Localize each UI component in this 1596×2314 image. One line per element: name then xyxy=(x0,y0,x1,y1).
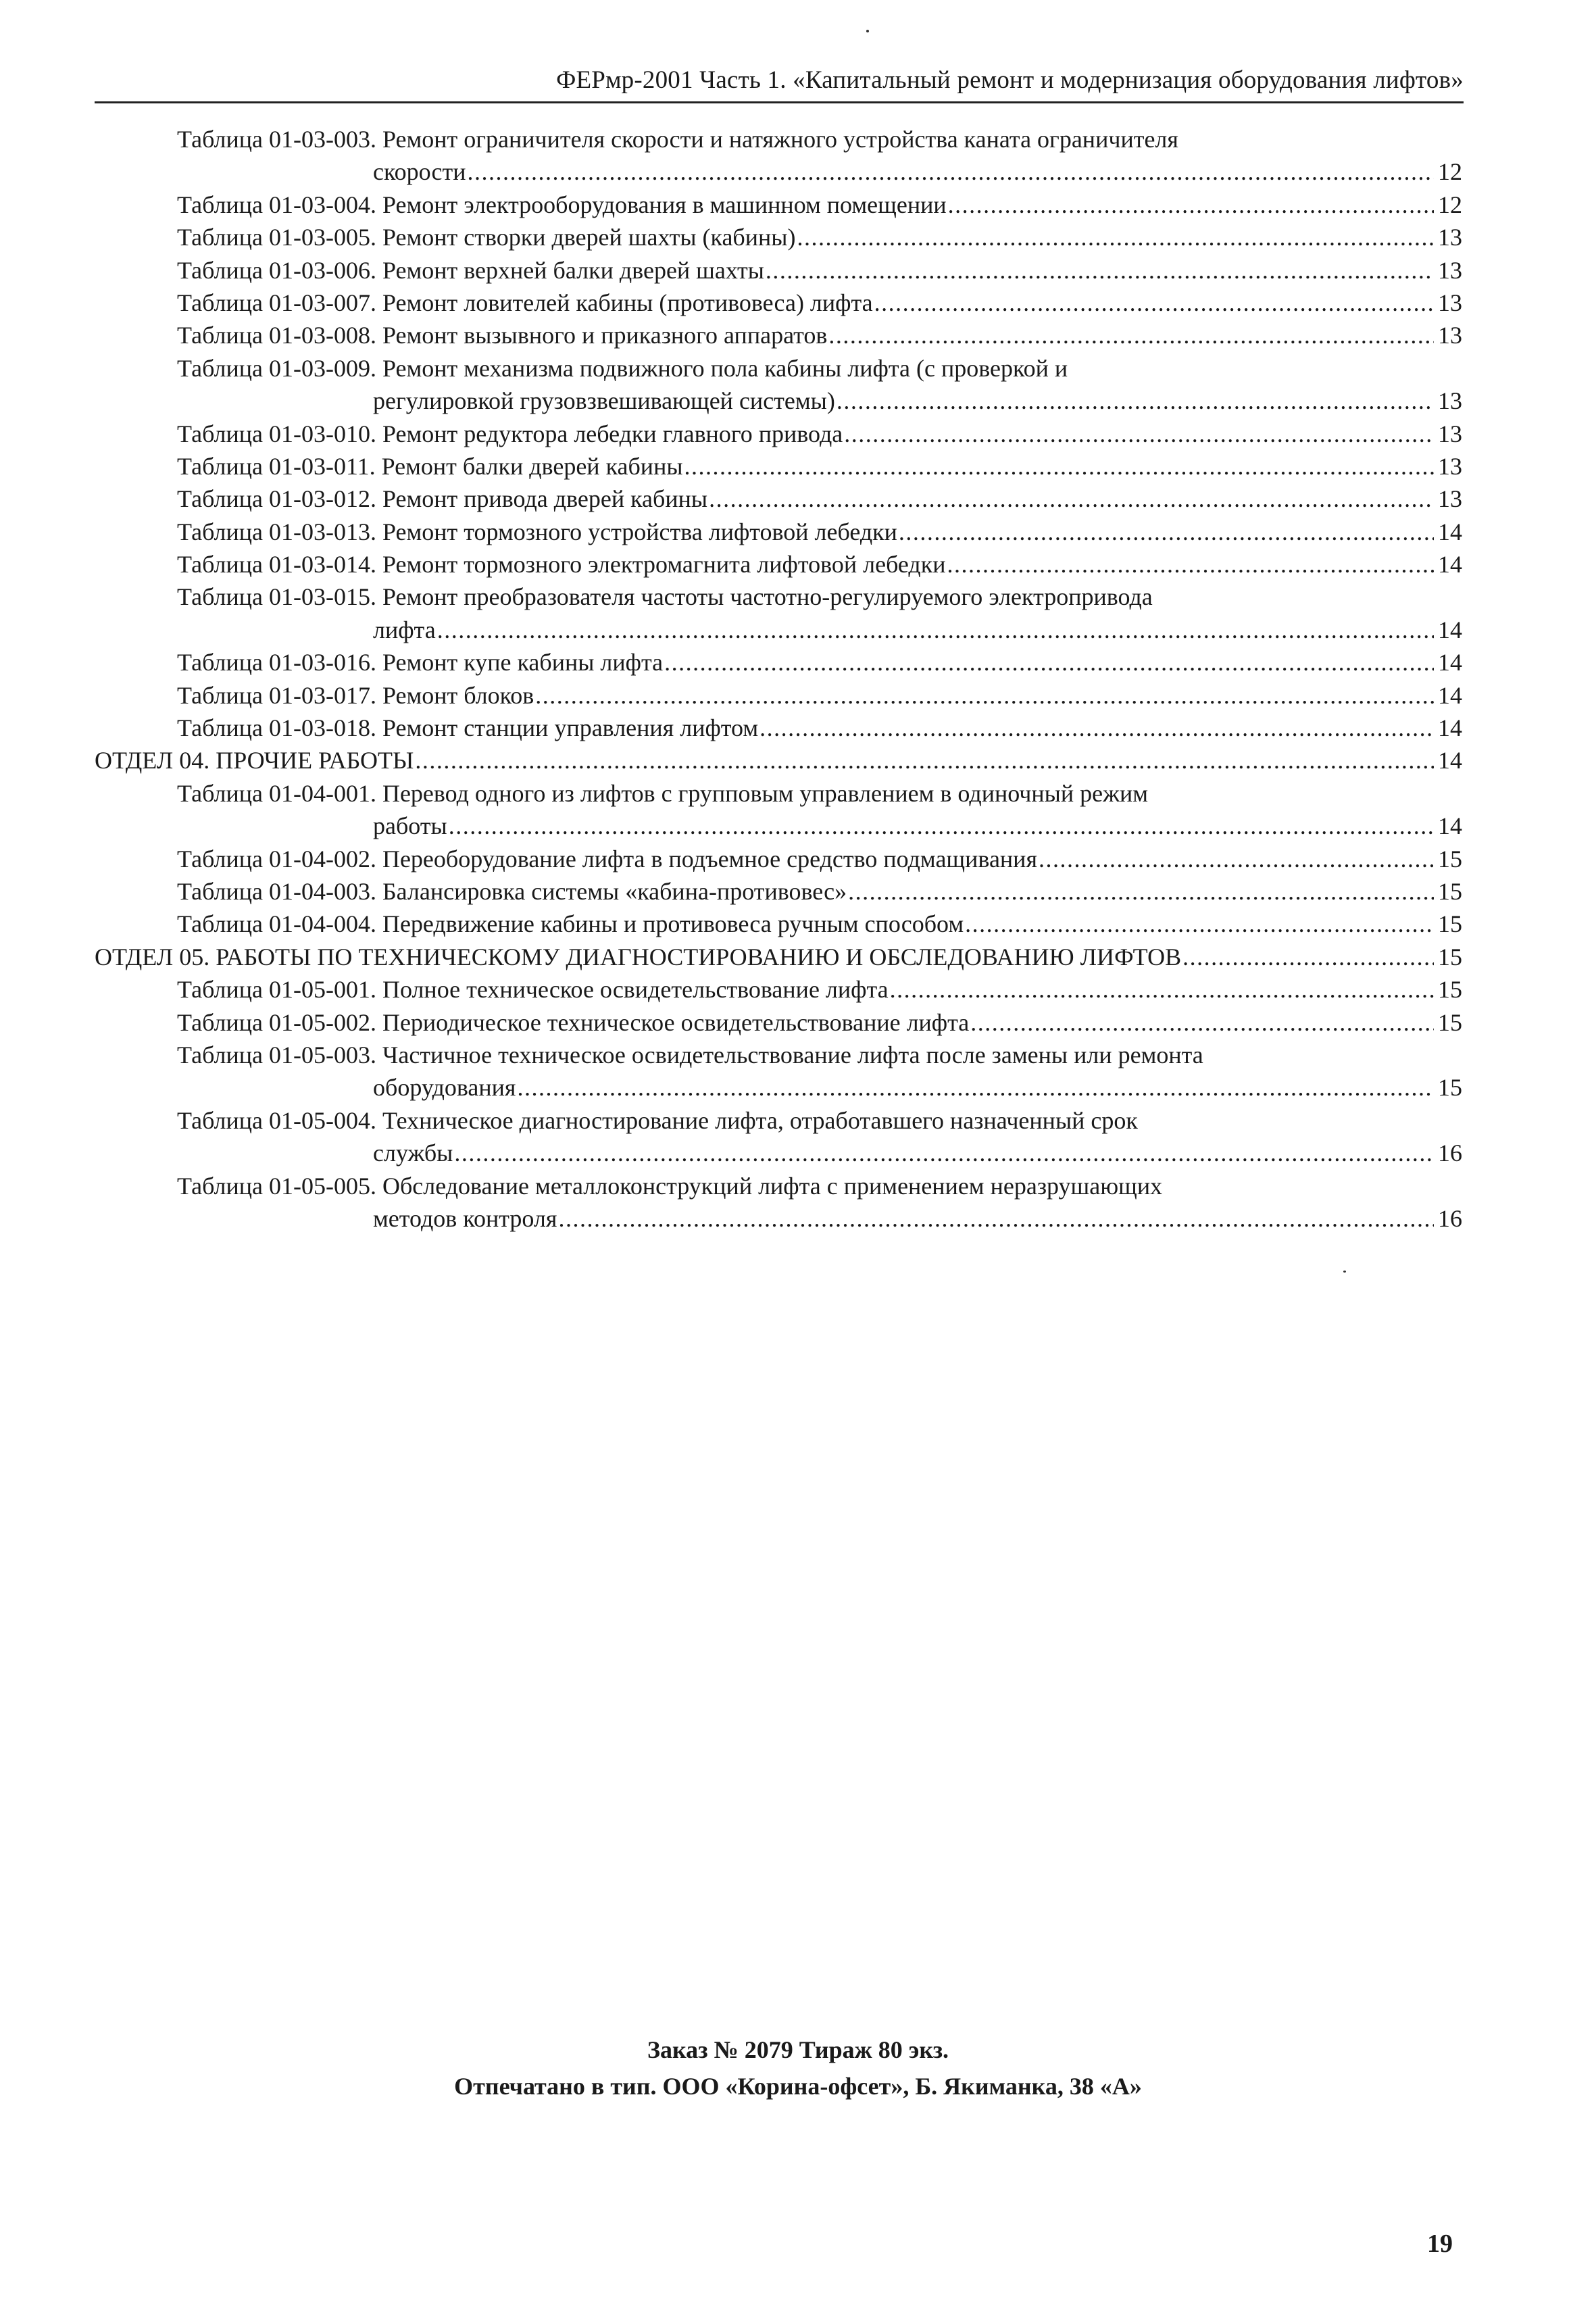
toc-table-entry xyxy=(95,581,1462,646)
dot-leader xyxy=(684,450,1434,483)
scan-speck xyxy=(866,30,869,32)
dot-leader xyxy=(797,221,1434,253)
toc-entry-title-continuation: методов контроля xyxy=(373,1204,557,1232)
page-number: 19 xyxy=(1427,2230,1453,2258)
toc-page-number: 14 xyxy=(1438,616,1462,643)
print-order-line: Заказ № 2079 Тираж 80 экз. xyxy=(647,2036,949,2063)
toc-page-number: 14 xyxy=(1438,747,1462,774)
toc-page-number: 13 xyxy=(1438,224,1462,251)
toc-table-entry xyxy=(95,450,1462,483)
toc-page-number: 15 xyxy=(1438,1008,1462,1036)
toc-page-number: 14 xyxy=(1438,812,1462,840)
toc-entry-title-line: Таблица 01-03-009. Ремонт механизма подвижного пола кабины лифта (с проверкой и xyxy=(177,354,1068,382)
dot-leader xyxy=(454,1137,1434,1169)
header-rule xyxy=(95,101,1464,103)
toc-entry-title-line: Таблица 01-03-015. Ремонт преобразователя частоты частотно-регулируемого электропривода xyxy=(177,583,1153,611)
dot-leader xyxy=(449,810,1434,842)
dot-leader xyxy=(437,614,1434,646)
toc-entry-title: ОТДЕЛ 04. ПРОЧИЕ РАБОТЫ xyxy=(95,747,414,774)
toc-page-number: 16 xyxy=(1438,1139,1462,1167)
toc-page-number: 14 xyxy=(1438,714,1462,742)
toc-entry-title: Таблица 01-04-003. Балансировка системы «кабина-противовес» xyxy=(177,877,847,905)
toc-entry-title: Таблица 01-03-005. Ремонт створки дверей шахты (кабины) xyxy=(177,224,796,251)
toc-section-entry xyxy=(95,744,1462,777)
toc-section-entry xyxy=(95,941,1462,973)
toc-page-number: 12 xyxy=(1438,158,1462,186)
dot-leader xyxy=(947,548,1435,581)
toc-table-entry xyxy=(95,516,1462,548)
toc-entry-title-continuation: лифта xyxy=(373,616,436,643)
scan-speck xyxy=(1343,1271,1346,1273)
toc-table-entry xyxy=(95,319,1462,351)
toc-entry-title-continuation: службы xyxy=(373,1139,453,1167)
dot-leader xyxy=(517,1071,1434,1104)
toc-table-entry xyxy=(95,548,1462,581)
toc-entry-title: Таблица 01-03-013. Ремонт тормозного устройства лифтовой лебедки xyxy=(177,518,897,545)
dot-leader xyxy=(890,973,1434,1006)
toc-table-entry xyxy=(95,908,1462,940)
toc-page-number: 15 xyxy=(1438,910,1462,938)
toc-page-number: 15 xyxy=(1438,943,1462,970)
toc-table-entry xyxy=(95,254,1462,287)
toc-entry-title-continuation: регулировкой грузовзвешивающей системы) xyxy=(373,387,835,415)
toc-table-entry xyxy=(95,646,1462,679)
toc-entry-title: Таблица 01-03-006. Ремонт верхней балки дверей шахты xyxy=(177,256,764,284)
toc-page-number: 13 xyxy=(1438,485,1462,513)
dot-leader xyxy=(948,189,1434,221)
toc-entry-title: Таблица 01-04-004. Передвижение кабины и противовеса ручным способом xyxy=(177,910,964,938)
table-of-contents xyxy=(95,123,1462,1235)
dot-leader xyxy=(535,679,1434,712)
toc-table-entry xyxy=(95,973,1462,1006)
toc-entry-title: Таблица 01-03-018. Ремонт станции управления лифтом xyxy=(177,714,759,742)
toc-page-number: 15 xyxy=(1438,845,1462,872)
dot-leader xyxy=(759,712,1434,744)
toc-entry-title: Таблица 01-04-002. Переоборудование лифта в подъемное средство подмащивания xyxy=(177,845,1038,872)
toc-entry-title: Таблица 01-03-008. Ремонт вызывного и приказного аппаратов xyxy=(177,322,828,349)
toc-entry-title-line: Таблица 01-05-005. Обследование металлоконструкций лифта с применением неразрушающих xyxy=(177,1172,1163,1200)
toc-page-number: 13 xyxy=(1438,420,1462,447)
dot-leader xyxy=(558,1202,1434,1235)
dot-leader xyxy=(874,287,1434,319)
toc-page-number: 14 xyxy=(1438,551,1462,578)
toc-table-entry xyxy=(95,123,1462,189)
toc-table-entry xyxy=(95,1104,1462,1170)
toc-table-entry xyxy=(95,189,1462,221)
toc-page-number: 13 xyxy=(1438,256,1462,284)
toc-entry-title-line: Таблица 01-03-003. Ремонт ограничителя скорости и натяжного устройства каната ограничителя xyxy=(177,126,1178,153)
toc-entry-title: Таблица 01-03-012. Ремонт привода дверей кабины xyxy=(177,485,708,513)
toc-table-entry xyxy=(95,777,1462,843)
toc-entry-title: Таблица 01-05-002. Периодическое техническое освидетельствование лифта xyxy=(177,1008,970,1036)
toc-table-entry xyxy=(95,352,1462,418)
toc-table-entry xyxy=(95,1170,1462,1235)
toc-page-number: 13 xyxy=(1438,289,1462,316)
toc-page-number: 14 xyxy=(1438,649,1462,676)
toc-entry-title-continuation: скорости xyxy=(373,158,466,186)
running-header: ФЕРмр-2001 Часть 1. «Капитальный ремонт и модернизация оборудования лифтов» xyxy=(556,66,1464,94)
toc-table-entry xyxy=(95,418,1462,450)
toc-table-entry xyxy=(95,679,1462,712)
dot-leader xyxy=(468,155,1434,188)
toc-entry-title: Таблица 01-03-016. Ремонт купе кабины лифта xyxy=(177,649,664,676)
toc-entry-title-continuation: работы xyxy=(373,812,447,840)
toc-entry-title: Таблица 01-03-004. Ремонт электрооборудования в машинном помещении xyxy=(177,191,947,218)
toc-entry-title-continuation: оборудования xyxy=(373,1074,516,1102)
toc-table-entry xyxy=(95,843,1462,875)
toc-entry-title: Таблица 01-03-017. Ремонт блоков xyxy=(177,681,534,709)
dot-leader xyxy=(965,908,1434,940)
dot-leader xyxy=(844,418,1434,450)
toc-table-entry xyxy=(95,1006,1462,1039)
dot-leader xyxy=(899,516,1434,548)
toc-entry-title: Таблица 01-03-011. Ремонт балки дверей кабины xyxy=(177,452,683,480)
toc-page-number: 16 xyxy=(1438,1204,1462,1232)
toc-table-entry xyxy=(95,221,1462,253)
dot-leader xyxy=(709,483,1434,515)
dot-leader xyxy=(1182,941,1434,973)
toc-page-number: 13 xyxy=(1438,452,1462,480)
toc-table-entry xyxy=(95,712,1462,744)
toc-entry-title: Таблица 01-03-014. Ремонт тормозного электромагнита лифтовой лебедки xyxy=(177,551,946,578)
toc-page-number: 15 xyxy=(1438,877,1462,905)
toc-page-number: 14 xyxy=(1438,681,1462,709)
toc-entry-title: ОТДЕЛ 05. РАБОТЫ ПО ТЕХНИЧЕСКОМУ ДИАГНОСТИРОВАНИЮ И ОБСЛЕДОВАНИЮ ЛИФТОВ xyxy=(95,943,1182,970)
toc-table-entry xyxy=(95,287,1462,319)
dot-leader xyxy=(828,319,1434,351)
toc-entry-title: Таблица 01-05-001. Полное техническое освидетельствование лифта xyxy=(177,976,889,1004)
dot-leader xyxy=(766,254,1434,287)
toc-page-number: 15 xyxy=(1438,1074,1462,1102)
toc-page-number: 13 xyxy=(1438,322,1462,349)
toc-entry-title-line: Таблица 01-04-001. Перевод одного из лифтов с групповым управлением в одиночный режим xyxy=(177,779,1149,807)
dot-leader xyxy=(1039,843,1434,875)
toc-table-entry xyxy=(95,875,1462,908)
dot-leader xyxy=(848,875,1434,908)
toc-page-number: 12 xyxy=(1438,191,1462,218)
dot-leader xyxy=(970,1006,1434,1039)
toc-table-entry xyxy=(95,483,1462,515)
printer-imprint-line: Отпечатано в тип. ООО «Корина-офсет», Б. Якиманка, 38 «А» xyxy=(454,2073,1142,2100)
toc-entry-title: Таблица 01-03-010. Ремонт редуктора лебедки главного привода xyxy=(177,420,843,447)
toc-page-number: 15 xyxy=(1438,976,1462,1004)
dot-leader xyxy=(664,646,1434,679)
toc-entry-title-line: Таблица 01-05-003. Частичное техническое освидетельствование лифта после замены или ремонта xyxy=(177,1041,1203,1068)
toc-page-number: 14 xyxy=(1438,518,1462,545)
dot-leader xyxy=(415,744,1434,777)
dot-leader xyxy=(837,385,1434,417)
toc-entry-title: Таблица 01-03-007. Ремонт ловителей кабины (противовеса) лифта xyxy=(177,289,873,316)
toc-table-entry xyxy=(95,1039,1462,1104)
toc-page-number: 13 xyxy=(1438,387,1462,415)
toc-entry-title-line: Таблица 01-05-004. Техническое диагностирование лифта, отработавшего назначенный срок xyxy=(177,1106,1138,1134)
